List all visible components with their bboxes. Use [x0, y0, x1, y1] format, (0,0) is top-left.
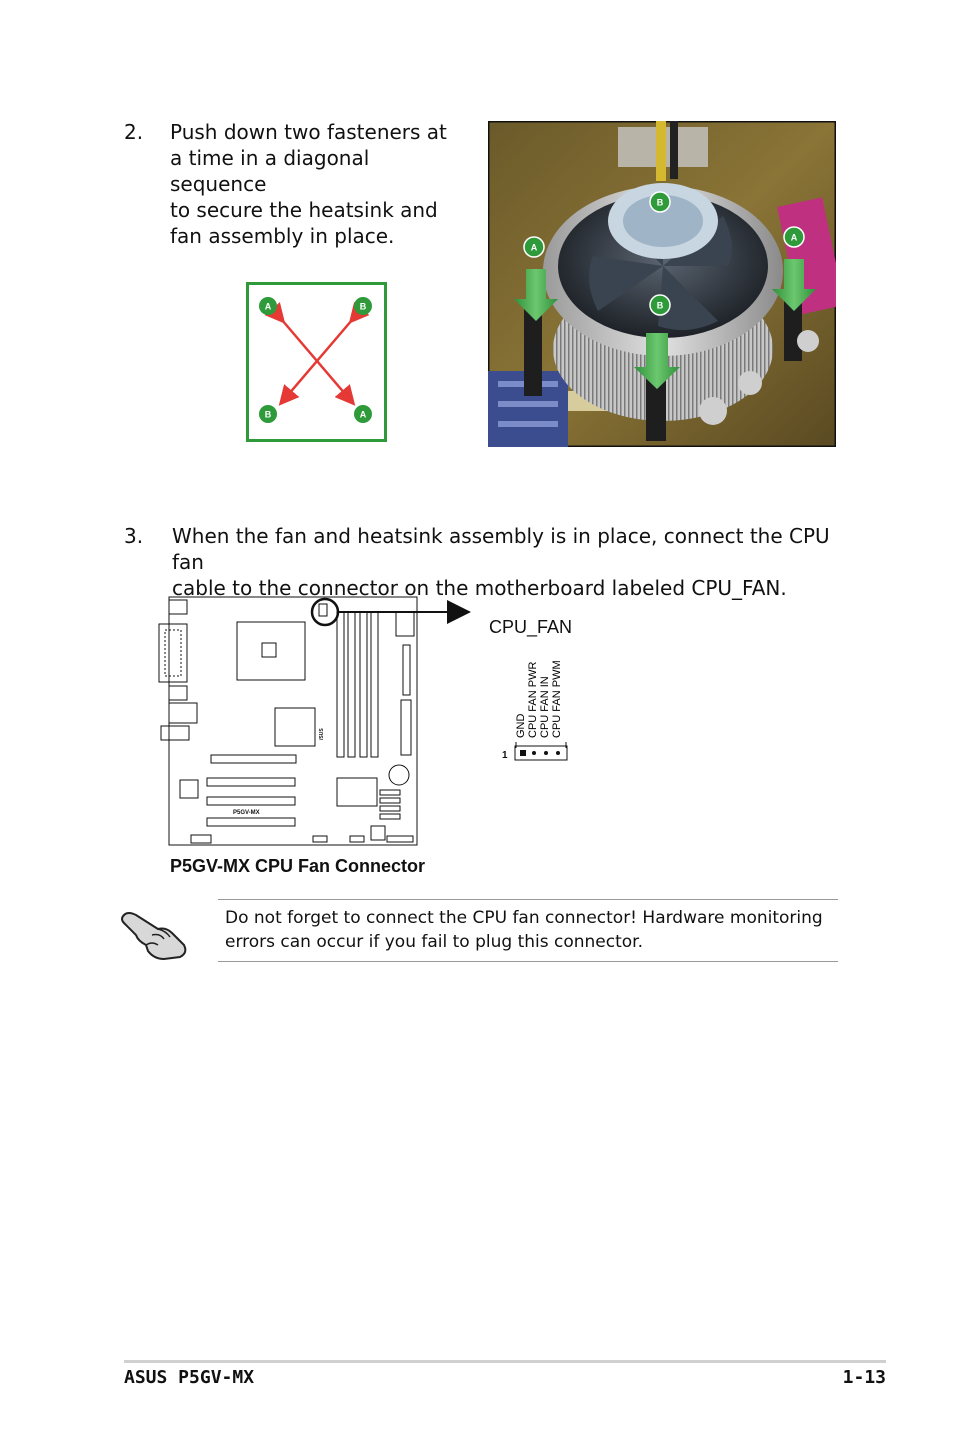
cpu-fan-title: CPU_FAN — [489, 617, 573, 637]
pin-label-cpu-fan-in: CPU FAN IN — [539, 676, 551, 738]
figure-caption: P5GV-MX CPU Fan Connector — [170, 856, 426, 876]
badge-label: A — [359, 409, 367, 420]
board-model-label: P5GV-MX — [233, 810, 260, 816]
badge-label: B — [264, 409, 272, 420]
step-2-line: to secure the heatsink and — [170, 198, 438, 222]
step-3-line: cable to the connector on the motherboard labeled CPU_FAN. — [172, 576, 787, 600]
footer-left: ASUS P5GV-MX — [124, 1367, 255, 1388]
hand-pointer-icon — [118, 905, 190, 963]
pin-label-gnd: GND — [515, 713, 527, 738]
footer-rule — [124, 1360, 886, 1363]
badge-label: B — [359, 301, 367, 312]
cpu-fan-pinout — [495, 640, 585, 770]
heatsink-photo — [488, 121, 836, 447]
step-3-line: When the fan and heatsink assembly is in place, connect the CPU fan — [172, 524, 830, 574]
note-line: Do not forget to connect the CPU fan connector! Hardware monitoring — [225, 908, 823, 928]
step-2-number: 2. — [124, 120, 144, 144]
note-rule-top — [218, 899, 838, 900]
step-2-line: a time in a diagonal sequence — [170, 146, 370, 196]
footer-page-number: 1-13 — [842, 1367, 886, 1388]
badge-label: A — [264, 301, 272, 312]
step-2-text — [170, 119, 470, 249]
pin-label-cpu-fan-pwm: CPU FAN PWM — [551, 660, 563, 738]
motherboard-layout — [155, 590, 475, 855]
note-line: errors can occur if you fail to plug this connector. — [225, 932, 644, 952]
photo-badge-label: B — [656, 197, 664, 208]
pin-label-cpu-fan-pwr: CPU FAN PWR — [527, 661, 539, 738]
board-brand-label: /SUS — [319, 728, 325, 740]
step-3-number: 3. — [124, 524, 144, 548]
note-text — [225, 906, 835, 954]
photo-badge-label: A — [530, 242, 538, 253]
photo-badge-label: A — [790, 232, 798, 243]
diagonal-sequence-diagram — [246, 282, 388, 442]
photo-badge-label: B — [656, 300, 664, 311]
pin-1-marker: 1 — [502, 750, 508, 761]
note-rule-bottom — [218, 961, 838, 962]
step-2-line: fan assembly in place. — [170, 224, 395, 248]
step-2-line: Push down two fasteners at — [170, 120, 447, 144]
